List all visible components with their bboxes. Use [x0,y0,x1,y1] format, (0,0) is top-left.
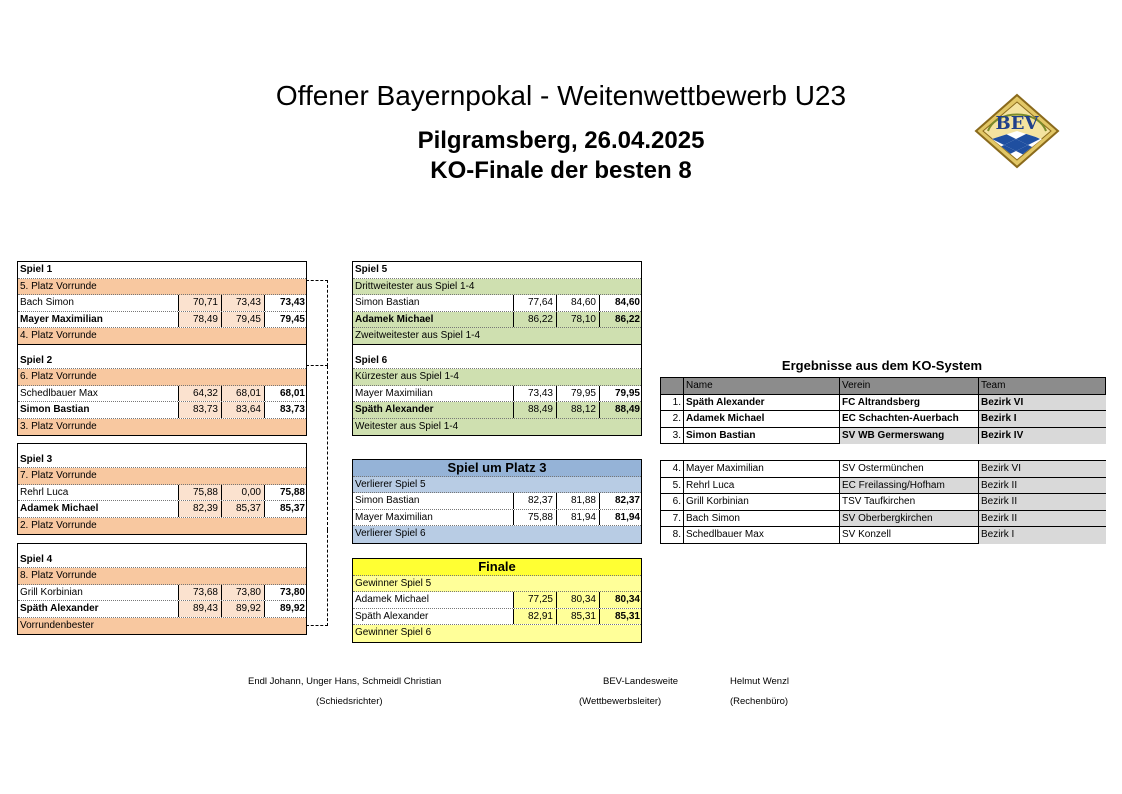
throw-r1: 70,71 [178,295,221,311]
game-box-6 [352,344,642,436]
seed-label-top: Gewinner Spiel 5 [353,576,641,593]
result-verein: SV Konzell [839,527,978,544]
result-team: Bezirk VI [978,395,1106,411]
event-location-date: Pilgramsberg, 26.04.2025 [417,127,705,154]
player-name: Mayer Maximilian [20,313,103,325]
player-row [18,485,306,502]
player-name: Adamek Michael [20,503,99,515]
result-team: Bezirk II [978,494,1106,510]
result-rank: 2. [672,413,681,425]
event-stage: KO-Finale der besten 8 [430,157,692,184]
results-rest-table [660,460,1106,544]
office-name: Helmut Wenzl [730,676,789,687]
result-rank: 3. [672,429,681,441]
result-row [661,395,1105,412]
seed-label-bottom: 4. Platz Vorrunde [18,328,306,345]
throw-best: 89,92 [264,601,306,617]
result-team: Bezirk I [978,411,1106,427]
throw-r2: 84,60 [556,295,599,311]
throw-best: 85,37 [264,501,306,517]
svg-text:BEV: BEV [995,113,1039,134]
throw-r1: 89,43 [178,601,221,617]
game-box-7 [352,459,642,544]
throw-r2: 81,94 [556,510,599,526]
result-rank: 7. [672,512,681,524]
player-row [353,592,641,609]
player-row [353,402,641,419]
game-title: Spiel 2 [18,345,306,369]
result-verein: FC Altrandsberg [839,395,978,411]
player-name: Mayer Maximilian [355,511,433,523]
result-name: Rehrl Luca [683,478,839,494]
result-rank: 5. [672,479,681,491]
player-name: Adamek Michael [355,313,434,325]
result-team: Bezirk I [978,527,1106,544]
seed-label-top: Kürzester aus Spiel 1-4 [353,369,641,386]
game-title: Spiel 4 [18,544,306,568]
player-row [18,312,306,329]
result-name: Späth Alexander [683,395,839,411]
player-row [18,601,306,618]
result-row [661,527,1105,544]
result-name: Adamek Michael [683,411,839,427]
seed-label-top: 7. Platz Vorrunde [18,468,306,485]
results-title: Ergebnisse aus dem KO-System [781,358,983,373]
player-name: Späth Alexander [20,603,99,615]
player-name: Simon Bastian [20,404,90,416]
throw-r2: 81,88 [556,493,599,509]
seed-label-bottom: Verlierer Spiel 6 [353,526,641,543]
page-title: Offener Bayernpokal - Weitenwettbewerb U23 [275,80,847,111]
seed-label-bottom: Weitester aus Spiel 1-4 [353,419,641,436]
throw-best: 85,31 [599,609,641,625]
throw-r2: 68,01 [221,386,264,402]
player-row [353,295,641,312]
seed-label-top: 8. Platz Vorrunde [18,568,306,585]
result-row [661,478,1105,495]
throw-r1: 78,49 [178,312,221,328]
game-title: Spiel um Platz 3 [353,460,641,477]
bracket-connector-vertical [306,366,328,530]
result-name: Schedlbauer Max [683,527,839,544]
throw-best: 82,37 [599,493,641,509]
throw-best: 86,22 [599,312,641,328]
throw-r2: 73,80 [221,585,264,601]
player-row [353,312,641,329]
game-box-1 [17,261,307,346]
competition-leader: BEV-Landesweite [603,676,678,687]
throw-r1: 77,25 [513,592,556,608]
throw-r1: 82,91 [513,609,556,625]
game-title: Spiel 6 [353,345,641,369]
throw-best: 68,01 [264,386,306,402]
seed-label-bottom: Vorrundenbester [18,618,306,635]
player-name: Späth Alexander [355,404,434,416]
player-row [18,386,306,403]
throw-best: 84,60 [599,295,641,311]
throw-r1: 77,64 [513,295,556,311]
player-row [18,501,306,518]
referees-role: (Schiedsrichter) [316,696,383,707]
game-box-2 [17,344,307,436]
competition-leader-role: (Wettbewerbsleiter) [579,696,662,707]
throw-r2: 78,10 [556,312,599,328]
result-team: Bezirk II [978,511,1106,527]
throw-r1: 82,37 [513,493,556,509]
throw-r2: 0,00 [221,485,264,501]
throw-best: 79,95 [599,386,641,402]
throw-best: 73,43 [264,295,306,311]
player-row [353,493,641,510]
result-rank: 1. [672,396,681,408]
game-title: Spiel 1 [18,262,306,279]
player-row [353,609,641,626]
results-header-name: Name [683,378,839,394]
result-verein: SV Oberbergkirchen [839,511,978,527]
result-rank: 6. [672,496,681,508]
player-row [353,386,641,403]
result-row [661,511,1105,528]
seed-label-bottom: Gewinner Spiel 6 [353,625,641,642]
player-row [353,510,641,527]
result-team: Bezirk II [978,478,1106,494]
throw-r2: 79,45 [221,312,264,328]
throw-best: 83,73 [264,402,306,418]
seed-label-top: Drittweitester aus Spiel 1-4 [353,279,641,296]
results-header-verein: Verein [839,378,978,394]
game-title: Spiel 3 [18,444,306,468]
player-name: Bach Simon [20,297,74,309]
result-row [661,461,1105,478]
throw-r1: 83,73 [178,402,221,418]
office-role: (Rechenbüro) [730,696,789,707]
result-name: Bach Simon [683,511,839,527]
result-team: Bezirk IV [978,428,1106,445]
player-name: Simon Bastian [355,297,420,309]
player-name: Mayer Maximilian [355,387,433,399]
result-verein: SV Ostermünchen [839,461,978,477]
result-name: Mayer Maximilian [683,461,839,477]
game-box-8 [352,558,642,643]
bev-logo-icon [974,93,1060,169]
player-name: Simon Bastian [355,495,420,507]
throw-r1: 82,39 [178,501,221,517]
results-top3-table [660,377,1106,444]
seed-label-bottom: Zweitweitester aus Spiel 1-4 [353,328,641,345]
throw-best: 81,94 [599,510,641,526]
throw-r1: 73,68 [178,585,221,601]
throw-r1: 75,88 [513,510,556,526]
result-rank: 4. [672,463,681,474]
player-name: Grill Korbinian [20,586,83,598]
bracket-connector-3-4 [306,530,328,626]
game-box-3 [17,443,307,535]
result-row [661,411,1105,428]
player-name: Späth Alexander [355,610,429,622]
results-header-team: Team [978,378,1106,394]
result-team: Bezirk VI [978,461,1106,477]
seed-label-top: Verlierer Spiel 5 [353,477,641,494]
throw-r1: 75,88 [178,485,221,501]
throw-r1: 73,43 [513,386,556,402]
result-verein: EC Freilassing/Hofham [839,478,978,494]
player-row [18,402,306,419]
throw-r2: 79,95 [556,386,599,402]
throw-r2: 85,31 [556,609,599,625]
result-name: Simon Bastian [683,428,839,445]
throw-best: 75,88 [264,485,306,501]
throw-best: 79,45 [264,312,306,328]
seed-label-top: 5. Platz Vorrunde [18,279,306,296]
throw-r2: 80,34 [556,592,599,608]
throw-r2: 85,37 [221,501,264,517]
player-name: Rehrl Luca [20,486,69,498]
result-name: Grill Korbinian [683,494,839,510]
throw-r2: 88,12 [556,402,599,418]
player-name: Adamek Michael [355,594,429,606]
game-title: Spiel 5 [353,262,641,279]
bracket-connector-1-2 [306,280,328,366]
throw-best: 73,80 [264,585,306,601]
throw-r1: 64,32 [178,386,221,402]
throw-r2: 73,43 [221,295,264,311]
player-row [18,295,306,312]
result-row [661,428,1105,445]
throw-r2: 89,92 [221,601,264,617]
throw-best: 80,34 [599,592,641,608]
result-verein: SV WB Germerswang [839,428,978,445]
referees-names: Endl Johann, Unger Hans, Schmeidl Christian [248,676,442,687]
seed-label-top: 6. Platz Vorrunde [18,369,306,386]
throw-r1: 86,22 [513,312,556,328]
game-title: Finale [353,559,641,576]
throw-best: 88,49 [599,402,641,418]
results-header-row [661,378,1105,395]
player-row [18,585,306,602]
result-verein: TSV Taufkirchen [839,494,978,510]
seed-label-bottom: 3. Platz Vorrunde [18,419,306,436]
result-rank: 8. [672,529,681,541]
player-name: Schedlbauer Max [20,387,98,399]
game-box-4 [17,543,307,635]
result-verein: EC Schachten-Auerbach [839,411,978,427]
seed-label-bottom: 2. Platz Vorrunde [18,518,306,535]
result-row [661,494,1105,511]
game-box-5 [352,261,642,346]
throw-r2: 83,64 [221,402,264,418]
throw-r1: 88,49 [513,402,556,418]
